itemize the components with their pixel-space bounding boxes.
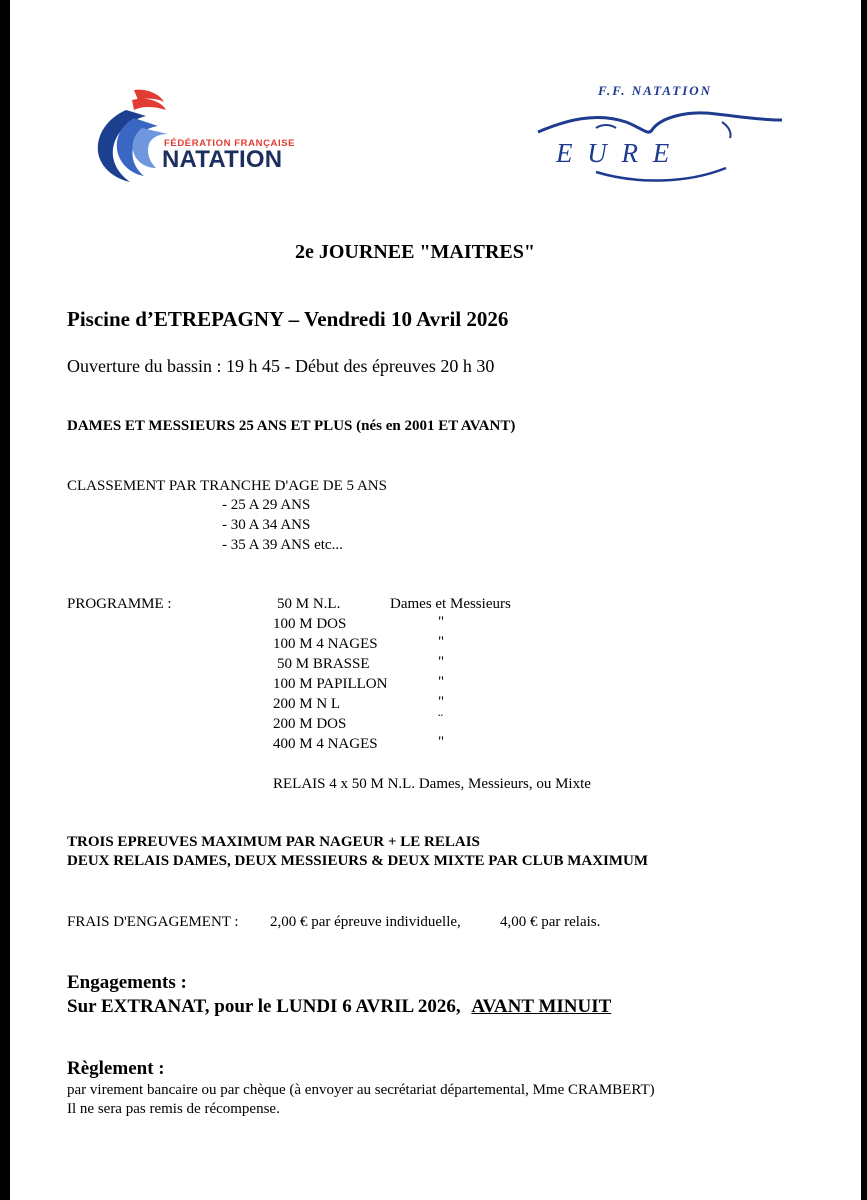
eure-logo-line2: E U R E [556, 138, 674, 168]
reglement-line: par virement bancaire ou par chèque (à envoyer au secrétariat départemental, Mme CRAMBERT) [67, 1082, 655, 1098]
rule-line: DEUX RELAIS DAMES, DEUX MESSIEURS & DEUX MIXTE PAR CLUB MAXIMUM [67, 853, 649, 869]
eure-logo [536, 80, 786, 190]
classement-heading: CLASSEMENT PAR TRANCHE D'AGE DE 5 ANS [67, 478, 387, 494]
eligibility-text: DAMES ET MESSIEURS 25 ANS ET PLUS (nés en 2001 ET AVANT) [67, 418, 516, 434]
programme-event-note: " [438, 634, 445, 650]
engagements-deadline: AVANT MINUIT [471, 996, 612, 1017]
programme-event: 200 M N L [273, 696, 341, 712]
frais-individual: 2,00 € par épreuve individuelle, [270, 914, 461, 930]
page-title: 2e JOURNEE "MAITRES" [295, 241, 535, 263]
classement-item: - 35 A 39 ANS etc... [222, 537, 343, 553]
classement-item: - 25 A 29 ANS [222, 497, 311, 513]
engagements-prefix: Sur EXTRANAT, pour le LUNDI 6 AVRIL 2026, [67, 996, 461, 1017]
frais-relay: 4,00 € par relais. [500, 914, 601, 930]
programme-event: 400 M 4 NAGES [273, 736, 378, 752]
programme-event-note: " [438, 674, 445, 690]
programme-event: 200 M DOS [273, 716, 347, 732]
eure-logo-line1: F.F. NATATION [598, 83, 713, 98]
programme-event: 50 M N.L. [277, 596, 341, 612]
relais-text: RELAIS 4 x 50 M N.L. Dames, Messieurs, ou Mixte [273, 776, 591, 792]
frais-label: FRAIS D'ENGAGEMENT : [67, 914, 239, 930]
venue-heading: Piscine d’ETREPAGNY – Vendredi 10 Avril 2026 [67, 307, 509, 331]
engagements-line [67, 996, 611, 1018]
classement-item: - 30 A 34 ANS [222, 517, 311, 533]
programme-event: 100 M DOS [273, 616, 347, 632]
programme-label: PROGRAMME : [67, 596, 172, 612]
reglement-heading: Règlement : [67, 1058, 165, 1079]
ffn-logo [86, 86, 326, 186]
document-page [10, 0, 861, 1200]
programme-event-note: " [438, 734, 445, 750]
engagements-heading: Engagements : [67, 972, 187, 993]
reglement-line: Il ne sera pas remis de récompense. [67, 1101, 280, 1117]
programme-event-note: " [438, 654, 445, 670]
programme-event-note: " [438, 694, 445, 710]
programme-event: 50 M BRASSE [277, 656, 370, 672]
opening-hours: Ouverture du bassin : 19 h 45 - Début des épreuves 20 h 30 [67, 356, 495, 376]
programme-event-note: " [438, 614, 445, 630]
ffn-logo-line2: NATATION [162, 146, 283, 173]
programme-event-note: ¨ [438, 712, 443, 728]
programme-event-note: Dames et Messieurs [390, 596, 511, 612]
programme-event: 100 M 4 NAGES [273, 636, 378, 652]
programme-event: 100 M PAPILLON [273, 676, 388, 692]
ffn-logo-line1: FÉDÉRATION FRANÇAISE [164, 138, 296, 149]
rule-line: TROIS EPREUVES MAXIMUM PAR NAGEUR + LE RELAIS [67, 834, 480, 850]
